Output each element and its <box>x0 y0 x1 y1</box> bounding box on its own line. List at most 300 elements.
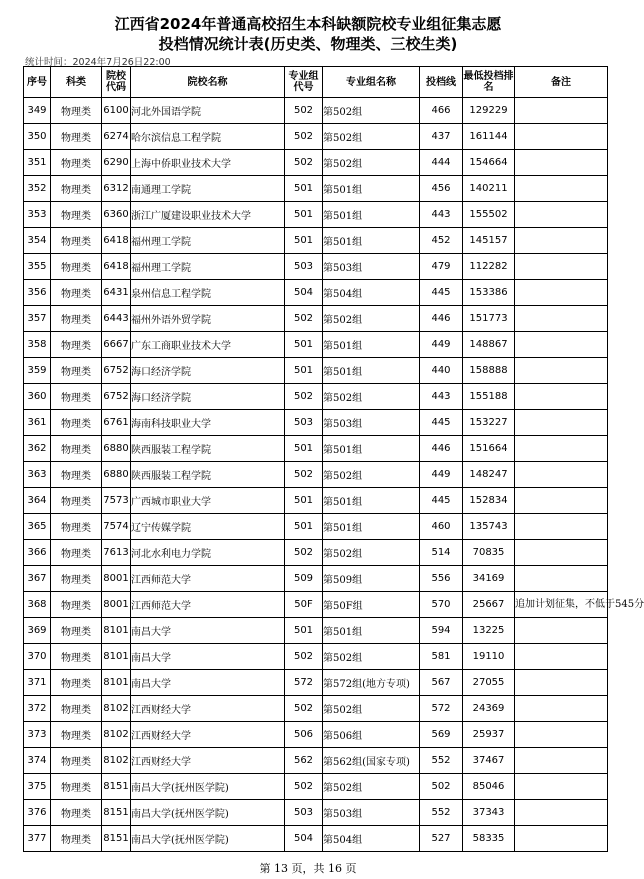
cell-group-code: 501 <box>285 228 323 254</box>
cell-school-name: 南昌大学(抚州医学院) <box>131 774 285 800</box>
cell-group-code: 501 <box>285 202 323 228</box>
cell-note <box>515 228 608 254</box>
cell-score: 569 <box>420 722 463 748</box>
cell-school-name: 江西师范大学 <box>131 592 285 618</box>
cell-group-name: 第502组 <box>323 124 420 150</box>
cell-no: 376 <box>24 800 51 826</box>
cell-code: 8101 <box>102 618 131 644</box>
cell-category: 物理类 <box>51 488 102 514</box>
cell-code: 6880 <box>102 462 131 488</box>
cell-group-code: 509 <box>285 566 323 592</box>
cell-group-name: 第502组 <box>323 306 420 332</box>
cell-rank: 152834 <box>463 488 515 514</box>
cell-category: 物理类 <box>51 254 102 280</box>
table-row <box>24 384 608 410</box>
table-row <box>24 748 608 774</box>
cell-rank: 158888 <box>463 358 515 384</box>
cell-group-name: 第503组 <box>323 410 420 436</box>
cell-category: 物理类 <box>51 566 102 592</box>
cell-school-name: 南昌大学 <box>131 618 285 644</box>
table-row <box>24 228 608 254</box>
cell-code: 6100 <box>102 98 131 124</box>
cell-no: 367 <box>24 566 51 592</box>
cell-group-code: 501 <box>285 436 323 462</box>
cell-group-code: 502 <box>285 644 323 670</box>
cell-category: 物理类 <box>51 280 102 306</box>
cell-school-name: 福州理工学院 <box>131 254 285 280</box>
cell-group-name: 第501组 <box>323 436 420 462</box>
cell-score: 443 <box>420 202 463 228</box>
cell-no: 355 <box>24 254 51 280</box>
cell-rank: 140211 <box>463 176 515 202</box>
cell-school-name: 海口经济学院 <box>131 358 285 384</box>
cell-category: 物理类 <box>51 514 102 540</box>
cell-no: 369 <box>24 618 51 644</box>
cell-group-code: 504 <box>285 280 323 306</box>
cell-rank: 145157 <box>463 228 515 254</box>
cell-category: 物理类 <box>51 462 102 488</box>
cell-score: 449 <box>420 332 463 358</box>
table-row <box>24 722 608 748</box>
cell-code: 6443 <box>102 306 131 332</box>
table-row <box>24 202 608 228</box>
cell-rank: 27055 <box>463 670 515 696</box>
cell-rank: 37467 <box>463 748 515 774</box>
cell-no: 360 <box>24 384 51 410</box>
cell-code: 6752 <box>102 358 131 384</box>
cell-group-code: 501 <box>285 358 323 384</box>
cell-group-code: 50F <box>285 592 323 618</box>
cell-group-name: 第502组 <box>323 540 420 566</box>
table-row <box>24 98 608 124</box>
cell-group-name: 第509组 <box>323 566 420 592</box>
cell-score: 567 <box>420 670 463 696</box>
cell-category: 物理类 <box>51 306 102 332</box>
cell-group-name: 第572组(地方专项) <box>323 670 420 696</box>
table-row <box>24 410 608 436</box>
cell-group-name: 第501组 <box>323 618 420 644</box>
cell-rank: 155502 <box>463 202 515 228</box>
table-row <box>24 488 608 514</box>
table-row <box>24 124 608 150</box>
cell-code: 6761 <box>102 410 131 436</box>
cell-school-name: 南昌大学 <box>131 644 285 670</box>
cell-no: 358 <box>24 332 51 358</box>
cell-group-code: 502 <box>285 150 323 176</box>
cell-category: 物理类 <box>51 98 102 124</box>
cell-note <box>515 826 608 852</box>
table-row <box>24 566 608 592</box>
cell-school-name: 河北水利电力学院 <box>131 540 285 566</box>
cell-code: 8101 <box>102 644 131 670</box>
cell-code: 6360 <box>102 202 131 228</box>
cell-group-name: 第501组 <box>323 514 420 540</box>
cell-school-name: 福州理工学院 <box>131 228 285 254</box>
table-row <box>24 332 608 358</box>
table-row <box>24 592 608 618</box>
cell-note <box>515 566 608 592</box>
cell-rank: 161144 <box>463 124 515 150</box>
cell-score: 556 <box>420 566 463 592</box>
cell-score: 502 <box>420 774 463 800</box>
col-header-code: 院校代码 <box>102 67 131 98</box>
cell-school-name: 海南科技职业大学 <box>131 410 285 436</box>
cell-group-code: 502 <box>285 540 323 566</box>
cell-group-code: 503 <box>285 800 323 826</box>
cell-school-name: 南昌大学(抚州医学院) <box>131 826 285 852</box>
cell-code: 6752 <box>102 384 131 410</box>
cell-code: 6418 <box>102 228 131 254</box>
cell-school-name: 陕西服装工程学院 <box>131 436 285 462</box>
cell-group-code: 503 <box>285 254 323 280</box>
cell-note <box>515 488 608 514</box>
cell-score: 449 <box>420 462 463 488</box>
cell-note <box>515 176 608 202</box>
cell-note <box>515 618 608 644</box>
cell-no: 373 <box>24 722 51 748</box>
cell-group-code: 502 <box>285 774 323 800</box>
cell-no: 354 <box>24 228 51 254</box>
cell-school-name: 上海中侨职业技术大学 <box>131 150 285 176</box>
cell-category: 物理类 <box>51 670 102 696</box>
cell-code: 6274 <box>102 124 131 150</box>
cell-note <box>515 332 608 358</box>
cell-category: 物理类 <box>51 150 102 176</box>
cell-rank: 151773 <box>463 306 515 332</box>
cell-group-name: 第501组 <box>323 202 420 228</box>
cell-category: 物理类 <box>51 384 102 410</box>
cell-score: 452 <box>420 228 463 254</box>
cell-category: 物理类 <box>51 618 102 644</box>
cell-rank: 129229 <box>463 98 515 124</box>
cell-note <box>515 98 608 124</box>
cell-group-code: 504 <box>285 826 323 852</box>
cell-rank: 112282 <box>463 254 515 280</box>
cell-note <box>515 748 608 774</box>
cell-rank: 37343 <box>463 800 515 826</box>
cell-no: 366 <box>24 540 51 566</box>
cell-note <box>515 540 608 566</box>
cell-category: 物理类 <box>51 358 102 384</box>
cell-code: 6312 <box>102 176 131 202</box>
cell-rank: 148247 <box>463 462 515 488</box>
cell-category: 物理类 <box>51 644 102 670</box>
table-header-row <box>24 67 608 98</box>
table-row <box>24 696 608 722</box>
cell-group-code: 503 <box>285 410 323 436</box>
cell-rank: 25667 <box>463 592 515 618</box>
cell-score: 552 <box>420 800 463 826</box>
cell-score: 456 <box>420 176 463 202</box>
cell-group-name: 第502组 <box>323 384 420 410</box>
cell-group-name: 第502组 <box>323 462 420 488</box>
cell-code: 8102 <box>102 748 131 774</box>
cell-code: 6431 <box>102 280 131 306</box>
cell-rank: 24369 <box>463 696 515 722</box>
col-header-name: 院校名称 <box>131 67 285 98</box>
cell-code: 8102 <box>102 722 131 748</box>
col-header-group-name: 专业组名称 <box>323 67 420 98</box>
cell-school-name: 江西财经大学 <box>131 722 285 748</box>
cell-school-name: 江西师范大学 <box>131 566 285 592</box>
cell-category: 物理类 <box>51 826 102 852</box>
cell-note <box>515 254 608 280</box>
cell-category: 物理类 <box>51 540 102 566</box>
admission-table <box>23 66 644 852</box>
cell-note <box>515 124 608 150</box>
table-row <box>24 436 608 462</box>
cell-group-name: 第501组 <box>323 488 420 514</box>
table-row <box>24 150 608 176</box>
cell-code: 8001 <box>102 592 131 618</box>
cell-group-code: 501 <box>285 332 323 358</box>
cell-code: 8151 <box>102 774 131 800</box>
cell-no: 371 <box>24 670 51 696</box>
cell-code: 8151 <box>102 826 131 852</box>
cell-group-code: 502 <box>285 306 323 332</box>
cell-note <box>515 514 608 540</box>
cell-group-name: 第503组 <box>323 254 420 280</box>
cell-score: 445 <box>420 280 463 306</box>
col-header-score: 投档线 <box>420 67 463 98</box>
table-row <box>24 462 608 488</box>
cell-score: 479 <box>420 254 463 280</box>
stat-time: 统计时间：2024年7月26日22:00 <box>25 57 171 68</box>
cell-category: 物理类 <box>51 696 102 722</box>
cell-rank: 153227 <box>463 410 515 436</box>
cell-category: 物理类 <box>51 332 102 358</box>
page-title-line2: 投档情况统计表(历史类、物理类、三校生类) <box>158 35 458 53</box>
cell-no: 361 <box>24 410 51 436</box>
cell-note <box>515 306 608 332</box>
cell-note <box>515 384 608 410</box>
cell-group-name: 第501组 <box>323 176 420 202</box>
cell-category: 物理类 <box>51 410 102 436</box>
cell-group-code: 502 <box>285 124 323 150</box>
cell-group-name: 第504组 <box>323 280 420 306</box>
cell-no: 375 <box>24 774 51 800</box>
table-row <box>24 774 608 800</box>
cell-score: 581 <box>420 644 463 670</box>
cell-no: 359 <box>24 358 51 384</box>
cell-no: 368 <box>24 592 51 618</box>
cell-score: 570 <box>420 592 463 618</box>
cell-rank: 34169 <box>463 566 515 592</box>
cell-group-name: 第502组 <box>323 150 420 176</box>
cell-score: 440 <box>420 358 463 384</box>
cell-note <box>515 202 608 228</box>
cell-school-name: 陕西服装工程学院 <box>131 462 285 488</box>
cell-category: 物理类 <box>51 176 102 202</box>
table-row <box>24 280 608 306</box>
cell-code: 7613 <box>102 540 131 566</box>
cell-group-name: 第506组 <box>323 722 420 748</box>
cell-note <box>515 358 608 384</box>
cell-code: 6418 <box>102 254 131 280</box>
cell-no: 351 <box>24 150 51 176</box>
col-header-note: 备注 <box>515 67 608 98</box>
cell-category: 物理类 <box>51 800 102 826</box>
cell-school-name: 辽宁传媒学院 <box>131 514 285 540</box>
cell-rank: 58335 <box>463 826 515 852</box>
cell-note <box>515 280 608 306</box>
cell-note <box>515 436 608 462</box>
cell-no: 364 <box>24 488 51 514</box>
cell-group-code: 506 <box>285 722 323 748</box>
cell-no: 370 <box>24 644 51 670</box>
cell-score: 552 <box>420 748 463 774</box>
cell-score: 466 <box>420 98 463 124</box>
cell-group-name: 第501组 <box>323 332 420 358</box>
cell-no: 350 <box>24 124 51 150</box>
cell-group-code: 501 <box>285 176 323 202</box>
cell-score: 445 <box>420 488 463 514</box>
cell-score: 445 <box>420 410 463 436</box>
cell-score: 443 <box>420 384 463 410</box>
cell-group-name: 第501组 <box>323 228 420 254</box>
cell-score: 527 <box>420 826 463 852</box>
cell-no: 377 <box>24 826 51 852</box>
table-row <box>24 176 608 202</box>
cell-note <box>515 462 608 488</box>
cell-code: 8102 <box>102 696 131 722</box>
cell-no: 353 <box>24 202 51 228</box>
cell-school-name: 江西财经大学 <box>131 748 285 774</box>
cell-rank: 135743 <box>463 514 515 540</box>
table-row <box>24 358 608 384</box>
table-row <box>24 670 608 696</box>
cell-score: 437 <box>420 124 463 150</box>
cell-group-code: 501 <box>285 488 323 514</box>
cell-category: 物理类 <box>51 436 102 462</box>
cell-no: 357 <box>24 306 51 332</box>
cell-note <box>515 722 608 748</box>
cell-rank: 85046 <box>463 774 515 800</box>
cell-rank: 151664 <box>463 436 515 462</box>
cell-school-name: 哈尔滨信息工程学院 <box>131 124 285 150</box>
cell-school-name: 福州外语外贸学院 <box>131 306 285 332</box>
cell-rank: 19110 <box>463 644 515 670</box>
cell-score: 572 <box>420 696 463 722</box>
cell-rank: 70835 <box>463 540 515 566</box>
cell-category: 物理类 <box>51 124 102 150</box>
cell-category: 物理类 <box>51 748 102 774</box>
cell-group-code: 501 <box>285 514 323 540</box>
cell-group-name: 第50F组 <box>323 592 420 618</box>
cell-group-code: 502 <box>285 98 323 124</box>
cell-no: 363 <box>24 462 51 488</box>
col-header-category: 科类 <box>51 67 102 98</box>
cell-rank: 153386 <box>463 280 515 306</box>
cell-group-name: 第502组 <box>323 98 420 124</box>
cell-no: 374 <box>24 748 51 774</box>
cell-code: 8001 <box>102 566 131 592</box>
cell-note: 追加计划征集，不低于545分 <box>515 592 608 618</box>
cell-code: 8151 <box>102 800 131 826</box>
cell-school-name: 广西城市职业大学 <box>131 488 285 514</box>
cell-category: 物理类 <box>51 202 102 228</box>
cell-note <box>515 774 608 800</box>
cell-score: 444 <box>420 150 463 176</box>
cell-no: 372 <box>24 696 51 722</box>
cell-rank: 154664 <box>463 150 515 176</box>
table-row <box>24 514 608 540</box>
cell-school-name: 南昌大学(抚州医学院) <box>131 800 285 826</box>
cell-code: 6290 <box>102 150 131 176</box>
cell-school-name: 河北外国语学院 <box>131 98 285 124</box>
table-row <box>24 254 608 280</box>
cell-no: 352 <box>24 176 51 202</box>
cell-school-name: 广东工商职业技术大学 <box>131 332 285 358</box>
cell-group-code: 572 <box>285 670 323 696</box>
cell-score: 446 <box>420 306 463 332</box>
cell-no: 356 <box>24 280 51 306</box>
table-row <box>24 306 608 332</box>
col-header-rank: 最低投档排名 <box>463 67 515 98</box>
cell-note <box>515 670 608 696</box>
cell-category: 物理类 <box>51 774 102 800</box>
cell-group-name: 第562组(国家专项) <box>323 748 420 774</box>
col-header-no: 序号 <box>24 67 51 98</box>
cell-school-name: 南昌大学 <box>131 670 285 696</box>
cell-code: 6880 <box>102 436 131 462</box>
cell-note <box>515 696 608 722</box>
cell-group-name: 第502组 <box>323 774 420 800</box>
cell-note <box>515 800 608 826</box>
table-row <box>24 800 608 826</box>
cell-school-name: 泉州信息工程学院 <box>131 280 285 306</box>
cell-code: 8101 <box>102 670 131 696</box>
cell-group-name: 第501组 <box>323 358 420 384</box>
cell-group-code: 501 <box>285 618 323 644</box>
cell-code: 6667 <box>102 332 131 358</box>
cell-score: 594 <box>420 618 463 644</box>
cell-group-code: 502 <box>285 696 323 722</box>
cell-school-name: 南通理工学院 <box>131 176 285 202</box>
table-row <box>24 644 608 670</box>
cell-group-name: 第504组 <box>323 826 420 852</box>
cell-score: 446 <box>420 436 463 462</box>
cell-school-name: 浙江广厦建设职业技术大学 <box>131 202 285 228</box>
cell-school-name: 海口经济学院 <box>131 384 285 410</box>
cell-school-name: 江西财经大学 <box>131 696 285 722</box>
cell-group-code: 502 <box>285 462 323 488</box>
cell-category: 物理类 <box>51 722 102 748</box>
cell-group-code: 562 <box>285 748 323 774</box>
cell-rank: 148867 <box>463 332 515 358</box>
cell-category: 物理类 <box>51 592 102 618</box>
cell-code: 7574 <box>102 514 131 540</box>
cell-group-name: 第503组 <box>323 800 420 826</box>
page-footer: 第 13 页，共 16 页 <box>259 862 357 875</box>
table-row <box>24 540 608 566</box>
cell-rank: 25937 <box>463 722 515 748</box>
cell-no: 362 <box>24 436 51 462</box>
table-row <box>24 618 608 644</box>
cell-group-name: 第502组 <box>323 644 420 670</box>
cell-score: 460 <box>420 514 463 540</box>
table-row <box>24 826 608 852</box>
cell-group-name: 第502组 <box>323 696 420 722</box>
cell-rank: 155188 <box>463 384 515 410</box>
page-title-line1: 江西省2024年普通高校招生本科缺额院校专业组征集志愿 <box>114 15 502 33</box>
cell-code: 7573 <box>102 488 131 514</box>
cell-note <box>515 644 608 670</box>
cell-note <box>515 150 608 176</box>
cell-rank: 13225 <box>463 618 515 644</box>
cell-score: 514 <box>420 540 463 566</box>
cell-category: 物理类 <box>51 228 102 254</box>
